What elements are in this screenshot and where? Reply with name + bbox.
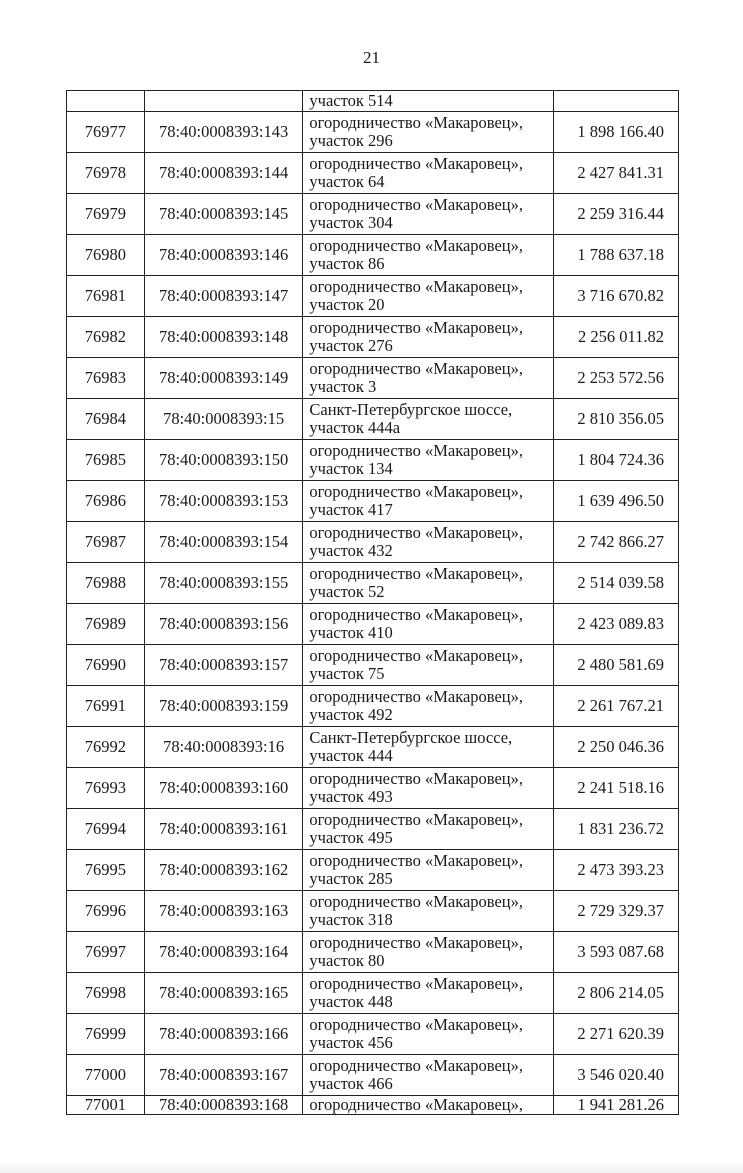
address-cell — [303, 973, 554, 1014]
row-number-cell: 76996 — [67, 891, 145, 932]
table-row — [67, 1014, 679, 1055]
cadastral-number-cell: 78:40:0008393:148 — [144, 317, 303, 358]
address-line-1: участок 514 — [309, 91, 393, 110]
cadastral-number-cell: 78:40:0008393:156 — [144, 604, 303, 645]
row-number-cell — [67, 91, 145, 112]
address-line-2: участок 410 — [309, 623, 393, 642]
address-line-1: огородничество «Макаровец», — [309, 892, 524, 911]
address-cell — [303, 440, 554, 481]
table-row — [67, 358, 679, 399]
cadastral-value-cell — [554, 91, 679, 112]
row-number-cell: 76978 — [67, 153, 145, 194]
address-line-1: огородничество «Макаровец», — [309, 441, 524, 460]
row-number-cell: 76994 — [67, 809, 145, 850]
row-number-cell: 76993 — [67, 768, 145, 809]
address-line-2: участок 75 — [309, 664, 385, 683]
address-line-1: Санкт-Петербургское шоссе, — [309, 400, 513, 419]
cadastral-number-cell: 78:40:0008393:162 — [144, 850, 303, 891]
address-cell — [303, 276, 554, 317]
row-number-cell: 77000 — [67, 1055, 145, 1096]
cadastral-number-cell: 78:40:0008393:147 — [144, 276, 303, 317]
address-line-2: участок 495 — [309, 828, 393, 847]
address-line-2: участок 318 — [309, 910, 393, 929]
address-cell — [303, 399, 554, 440]
address-line-2: участок 64 — [309, 172, 385, 191]
table-body — [67, 91, 679, 1115]
table-row — [67, 932, 679, 973]
cadastral-number-cell: 78:40:0008393:146 — [144, 235, 303, 276]
address-cell — [303, 604, 554, 645]
address-line-1: огородничество «Макаровец», — [309, 1015, 524, 1034]
row-number-cell: 76998 — [67, 973, 145, 1014]
cadastral-value-cell: 2 427 841.31 — [554, 153, 679, 194]
cadastral-number-cell: 78:40:0008393:160 — [144, 768, 303, 809]
address-line-1: огородничество «Макаровец», — [309, 195, 524, 214]
address-line-2: участок 456 — [309, 1033, 393, 1052]
address-cell — [303, 768, 554, 809]
cadastral-number-cell: 78:40:0008393:166 — [144, 1014, 303, 1055]
table-row — [67, 645, 679, 686]
table-row — [67, 891, 679, 932]
cadastral-value-cell: 2 729 329.37 — [554, 891, 679, 932]
table-row — [67, 686, 679, 727]
cadastral-number-cell — [144, 91, 303, 112]
address-line-1: огородничество «Макаровец», — [309, 605, 524, 624]
address-line-2: участок 285 — [309, 869, 393, 888]
table-row — [67, 604, 679, 645]
address-cell — [303, 153, 554, 194]
address-line-2: участок 493 — [309, 787, 393, 806]
cadastral-value-cell: 3 716 670.82 — [554, 276, 679, 317]
address-line-1: огородничество «Макаровец», — [309, 810, 524, 829]
cadastral-number-cell: 78:40:0008393:155 — [144, 563, 303, 604]
table-row — [67, 440, 679, 481]
table-row — [67, 768, 679, 809]
address-cell — [303, 481, 554, 522]
cadastral-value-cell: 2 261 767.21 — [554, 686, 679, 727]
address-line-2: участок 444а — [309, 418, 401, 437]
cadastral-value-cell: 2 810 356.05 — [554, 399, 679, 440]
row-number-cell: 76991 — [67, 686, 145, 727]
address-cell — [303, 563, 554, 604]
table-row — [67, 563, 679, 604]
cadastral-value-cell: 2 271 620.39 — [554, 1014, 679, 1055]
address-line-1: огородничество «Макаровец», — [309, 236, 524, 255]
cadastral-number-cell: 78:40:0008393:168 — [144, 1096, 303, 1115]
address-cell — [303, 91, 554, 112]
address-line-1: огородничество «Макаровец», — [309, 646, 524, 665]
cadastral-value-cell: 2 250 046.36 — [554, 727, 679, 768]
table-row — [67, 809, 679, 850]
cadastral-value-cell: 2 514 039.58 — [554, 563, 679, 604]
address-cell — [303, 358, 554, 399]
table-row — [67, 112, 679, 153]
cadastral-value-cell: 2 423 089.83 — [554, 604, 679, 645]
row-number-cell: 76989 — [67, 604, 145, 645]
row-number-cell: 76981 — [67, 276, 145, 317]
scan-bottom-edge — [0, 1160, 743, 1173]
cadastral-value-cell: 2 473 393.23 — [554, 850, 679, 891]
cadastral-value-cell: 1 898 166.40 — [554, 112, 679, 153]
table-row — [67, 153, 679, 194]
row-number-cell: 76995 — [67, 850, 145, 891]
row-number-cell: 76992 — [67, 727, 145, 768]
address-line-2: участок 432 — [309, 541, 393, 560]
address-line-1: огородничество «Макаровец», — [309, 1056, 524, 1075]
cadastral-value-cell: 2 241 518.16 — [554, 768, 679, 809]
address-line-1: огородничество «Макаровец», — [309, 769, 524, 788]
address-cell — [303, 1096, 554, 1115]
address-cell — [303, 112, 554, 153]
cadastral-number-cell: 78:40:0008393:164 — [144, 932, 303, 973]
cadastral-number-cell: 78:40:0008393:157 — [144, 645, 303, 686]
cadastral-number-cell: 78:40:0008393:163 — [144, 891, 303, 932]
table-row — [67, 235, 679, 276]
row-number-cell: 76977 — [67, 112, 145, 153]
table-row — [67, 399, 679, 440]
table-row — [67, 522, 679, 563]
table-row — [67, 91, 679, 112]
address-line-1: огородничество «Макаровец», — [309, 1095, 524, 1114]
address-line-2: участок 444 — [309, 746, 393, 765]
address-line-2: участок 466 — [309, 1074, 393, 1093]
cadastral-value-cell: 3 593 087.68 — [554, 932, 679, 973]
row-number-cell: 77001 — [67, 1096, 145, 1115]
address-cell — [303, 235, 554, 276]
address-line-2: участок 52 — [309, 582, 385, 601]
address-line-2: участок 304 — [309, 213, 393, 232]
cadastral-number-cell: 78:40:0008393:149 — [144, 358, 303, 399]
table-row — [67, 276, 679, 317]
address-cell — [303, 809, 554, 850]
row-number-cell: 76990 — [67, 645, 145, 686]
address-line-2: участок 448 — [309, 992, 393, 1011]
address-line-2: участок 492 — [309, 705, 393, 724]
address-cell — [303, 1014, 554, 1055]
address-cell — [303, 727, 554, 768]
row-number-cell: 76999 — [67, 1014, 145, 1055]
row-number-cell: 76988 — [67, 563, 145, 604]
address-cell — [303, 932, 554, 973]
address-cell — [303, 850, 554, 891]
cadastral-value-cell: 1 788 637.18 — [554, 235, 679, 276]
address-line-1: огородничество «Макаровец», — [309, 154, 524, 173]
cadastral-number-cell: 78:40:0008393:145 — [144, 194, 303, 235]
cadastral-number-cell: 78:40:0008393:161 — [144, 809, 303, 850]
address-cell — [303, 317, 554, 358]
page-number: 21 — [363, 48, 380, 67]
cadastral-value-cell: 1 941 281.26 — [554, 1096, 679, 1115]
cadastral-value-cell: 3 546 020.40 — [554, 1055, 679, 1096]
table-row — [67, 317, 679, 358]
table-row — [67, 1096, 679, 1115]
cadastral-number-cell: 78:40:0008393:165 — [144, 973, 303, 1014]
table-row — [67, 850, 679, 891]
address-line-1: огородничество «Макаровец», — [309, 687, 524, 706]
address-line-1: огородничество «Макаровец», — [309, 359, 524, 378]
address-line-1: огородничество «Макаровец», — [309, 523, 524, 542]
row-number-cell: 76985 — [67, 440, 145, 481]
row-number-cell: 76980 — [67, 235, 145, 276]
address-line-1: огородничество «Макаровец», — [309, 277, 524, 296]
table-row — [67, 727, 679, 768]
address-line-1: огородничество «Макаровец», — [309, 564, 524, 583]
address-line-1: огородничество «Макаровец», — [309, 482, 524, 501]
cadastral-value-cell: 2 742 866.27 — [554, 522, 679, 563]
cadastral-number-cell: 78:40:0008393:167 — [144, 1055, 303, 1096]
cadastral-value-cell: 2 256 011.82 — [554, 317, 679, 358]
row-number-cell: 76984 — [67, 399, 145, 440]
row-number-cell: 76982 — [67, 317, 145, 358]
address-line-1: огородничество «Макаровец», — [309, 318, 524, 337]
cadastral-value-cell: 1 804 724.36 — [554, 440, 679, 481]
row-number-cell: 76979 — [67, 194, 145, 235]
cadastral-number-cell: 78:40:0008393:154 — [144, 522, 303, 563]
address-cell — [303, 645, 554, 686]
cadastral-number-cell: 78:40:0008393:15 — [144, 399, 303, 440]
cadastral-number-cell: 78:40:0008393:143 — [144, 112, 303, 153]
cadastral-value-cell: 1 639 496.50 — [554, 481, 679, 522]
row-number-cell: 76997 — [67, 932, 145, 973]
address-line-2: участок 80 — [309, 951, 385, 970]
address-line-2: участок 20 — [309, 295, 385, 314]
cadastral-number-cell: 78:40:0008393:150 — [144, 440, 303, 481]
cadastral-number-cell: 78:40:0008393:153 — [144, 481, 303, 522]
table-row — [67, 1055, 679, 1096]
address-line-2: участок 276 — [309, 336, 393, 355]
table-row — [67, 194, 679, 235]
cadastral-number-cell: 78:40:0008393:159 — [144, 686, 303, 727]
cadastral-value-cell: 2 253 572.56 — [554, 358, 679, 399]
address-line-2: участок 3 — [309, 377, 377, 396]
row-number-cell: 76983 — [67, 358, 145, 399]
table-row — [67, 973, 679, 1014]
address-line-2: участок 417 — [309, 500, 393, 519]
cadastral-value-cell: 2 480 581.69 — [554, 645, 679, 686]
row-number-cell: 76986 — [67, 481, 145, 522]
address-cell — [303, 891, 554, 932]
row-number-cell: 76987 — [67, 522, 145, 563]
address-line-2: участок 134 — [309, 459, 393, 478]
address-cell — [303, 1055, 554, 1096]
cadastral-number-cell: 78:40:0008393:144 — [144, 153, 303, 194]
address-cell — [303, 522, 554, 563]
address-line-1: огородничество «Макаровец», — [309, 113, 524, 132]
table-row — [67, 481, 679, 522]
cadastral-value-table — [66, 90, 679, 1115]
address-cell — [303, 686, 554, 727]
address-line-2: участок 86 — [309, 254, 385, 273]
cadastral-value-cell: 1 831 236.72 — [554, 809, 679, 850]
address-cell — [303, 194, 554, 235]
address-line-1: огородничество «Макаровец», — [309, 974, 524, 993]
cadastral-value-cell: 2 806 214.05 — [554, 973, 679, 1014]
cadastral-value-cell: 2 259 316.44 — [554, 194, 679, 235]
cadastral-number-cell: 78:40:0008393:16 — [144, 727, 303, 768]
address-line-2: участок 296 — [309, 131, 393, 150]
address-line-1: Санкт-Петербургское шоссе, — [309, 728, 513, 747]
address-line-1: огородничество «Макаровец», — [309, 933, 524, 952]
address-line-1: огородничество «Макаровец», — [309, 851, 524, 870]
